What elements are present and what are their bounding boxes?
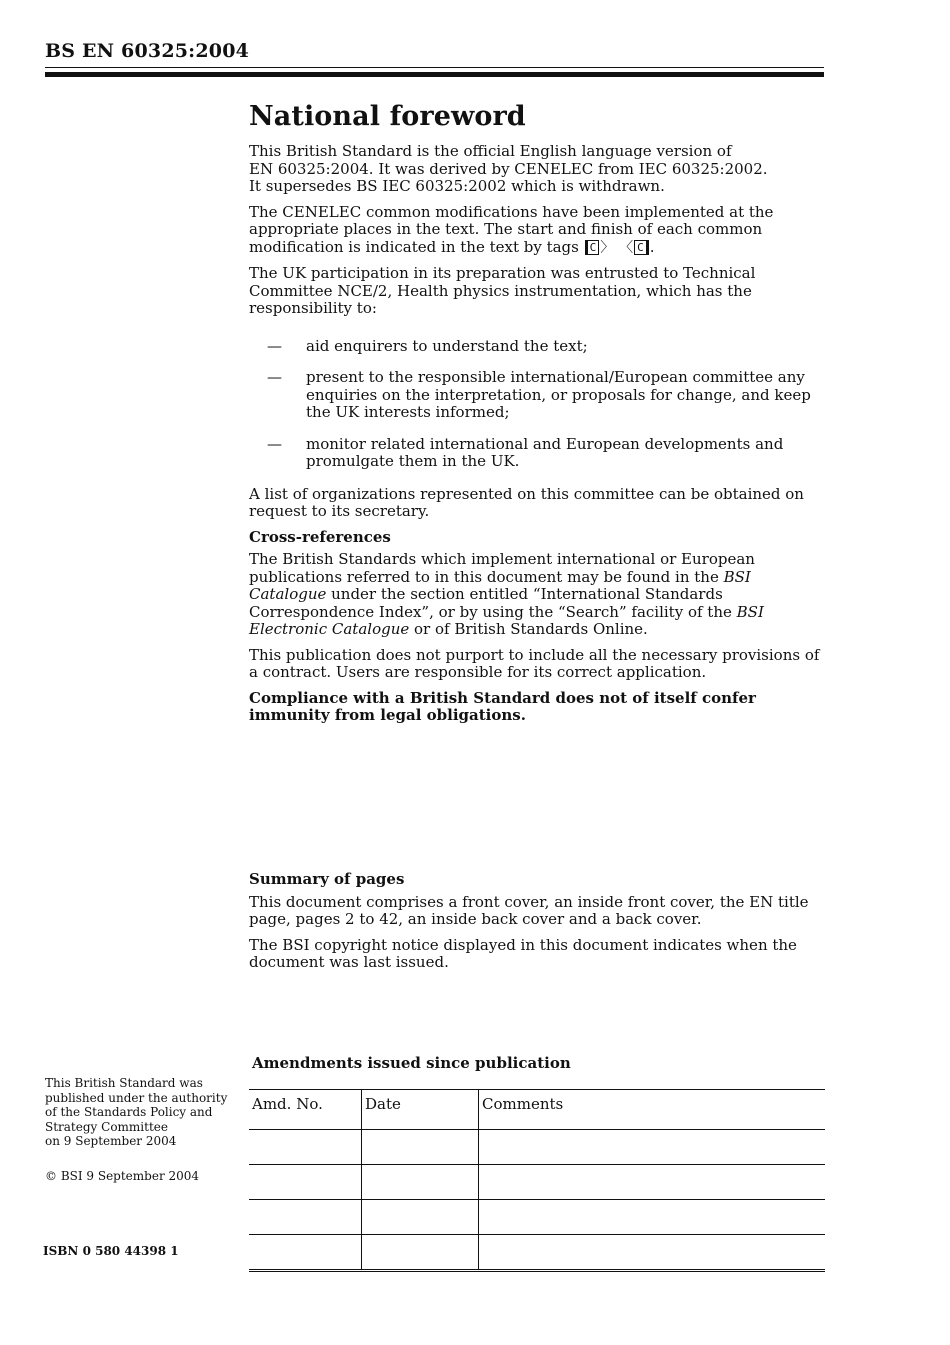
- provisions-paragraph: This publication does not purport to include all the necessary provisions of a contract. Users are responsible for its correct application.: [249, 645, 820, 681]
- table-row: [249, 1200, 825, 1235]
- authority-line: published under the authority: [45, 1090, 228, 1105]
- summary-section: [249, 871, 825, 980]
- list-item-text: monitor related international and European developments and promulgate them in the UK.: [306, 434, 784, 470]
- cross-references-heading: Cross-references: [249, 527, 391, 546]
- column-header-comments: Comments: [479, 1090, 826, 1130]
- authority-line: This British Standard was: [45, 1076, 203, 1090]
- column-header-amd-no: Amd. No.: [249, 1090, 362, 1130]
- header-thin-rule: [45, 67, 824, 68]
- column-header-date: Date: [362, 1090, 479, 1130]
- amendments-title: Amendments issued since publication: [252, 1054, 571, 1072]
- cenelec-text: The CENELEC common modifications have been implemented at the appropriate places in the text. The start and finish of each common modification is indicated in the text by tags: [249, 202, 774, 256]
- foreword-section: [249, 100, 825, 733]
- tag-arrow-icon: 〉: [600, 239, 615, 256]
- cross-ref-text: or of British Standards Online.: [409, 620, 648, 638]
- summary-text: This document comprises a front cover, an inside front cover, the EN title page, pages 2 to 42, an inside back cover and a back cover.: [249, 892, 809, 928]
- table-cell: [362, 1130, 479, 1165]
- isbn-number: ISBN 0 580 44398 1: [43, 1244, 179, 1258]
- uk-participation-paragraph: The UK participation in its preparation was entrusted to Technical Committee NCE/2, Health physics instrumentation, which has the responsibility to:: [249, 264, 756, 317]
- authority-statement: [45, 1076, 235, 1149]
- bsi-catalogue-title: BSI Catalogue: [249, 567, 751, 603]
- intro-line-3: It supersedes BS IEC 60325:2002 which is withdrawn.: [249, 177, 665, 195]
- intro-line-1: This British Standard is the official English language version of: [249, 142, 732, 160]
- table-cell: [362, 1200, 479, 1235]
- table-cell: [249, 1165, 362, 1200]
- intro-paragraph: [249, 143, 825, 196]
- page-title: National foreword: [249, 101, 526, 132]
- copyright-line: © BSI 9 September 2004: [45, 1169, 200, 1183]
- list-item: [249, 436, 825, 471]
- dash-icon: —: [267, 336, 282, 355]
- dash-icon: —: [267, 434, 282, 453]
- header-thick-rule: [45, 72, 824, 77]
- tag-arrow-left-icon: 〈: [619, 239, 634, 256]
- responsibility-list: [249, 338, 825, 471]
- document-code: BS EN 60325:2004: [45, 40, 250, 62]
- table-cell: [249, 1235, 362, 1270]
- list-item: [249, 369, 825, 422]
- table-cell: [249, 1200, 362, 1235]
- copyright-notice-text: The BSI copyright notice displayed in this document indicates when the document was last issued.: [249, 935, 797, 971]
- summary-heading: Summary of pages: [249, 870, 405, 888]
- table-cell: [249, 1130, 362, 1165]
- authority-line: Strategy Committee: [45, 1119, 168, 1134]
- table-cell: [479, 1235, 826, 1270]
- footer-rule: [249, 1271, 825, 1272]
- list-item: [249, 338, 825, 356]
- table-header-row: [249, 1090, 825, 1130]
- table-cell: [362, 1165, 479, 1200]
- table-cell: [362, 1235, 479, 1270]
- table-row: [249, 1130, 825, 1165]
- list-item-text: present to the responsible international/European committee any enquiries on the interpretation, or proposals for change, and keep the UK interests informed;: [306, 368, 811, 421]
- bsi-electronic-catalogue-title: BSI Electronic Catalogue: [249, 602, 764, 638]
- list-item-text: aid enquirers to understand the text;: [306, 336, 588, 355]
- table-row: [249, 1165, 825, 1200]
- cross-references-paragraph: [249, 551, 825, 639]
- intro-line-2: EN 60325:2004. It was derived by CENELEC from IEC 60325:2002.: [249, 159, 768, 178]
- authority-line: of the Standards Policy and: [45, 1105, 213, 1119]
- cross-ref-text: The British Standards which implement international or European publications referred to in this document may be found in the: [249, 550, 755, 586]
- tag-open-icon: C: [585, 240, 600, 255]
- tag-close-icon: C: [634, 240, 649, 255]
- cenelec-paragraph: The CENELEC common modifications have been implemented at the appropriate places in the text. The start and finish of each common modification is indicated in the text by tags C 〉 〈 C .: [249, 202, 774, 256]
- amendments-table: [249, 1089, 825, 1270]
- cross-ref-text: under the section entitled “International Standards Correspondence Index”, or by using the “Search” facility of the: [249, 585, 737, 621]
- authority-line: on 9 September 2004: [45, 1134, 177, 1148]
- table-cell: [479, 1130, 826, 1165]
- organizations-paragraph: A list of organizations represented on this committee can be obtained on request to its secretary.: [249, 484, 804, 520]
- compliance-statement: Compliance with a British Standard does not of itself confer immunity from legal obligations.: [249, 688, 756, 724]
- table-cell: [479, 1165, 826, 1200]
- table-row: [249, 1235, 825, 1270]
- dash-icon: —: [267, 368, 282, 386]
- table-cell: [479, 1200, 826, 1235]
